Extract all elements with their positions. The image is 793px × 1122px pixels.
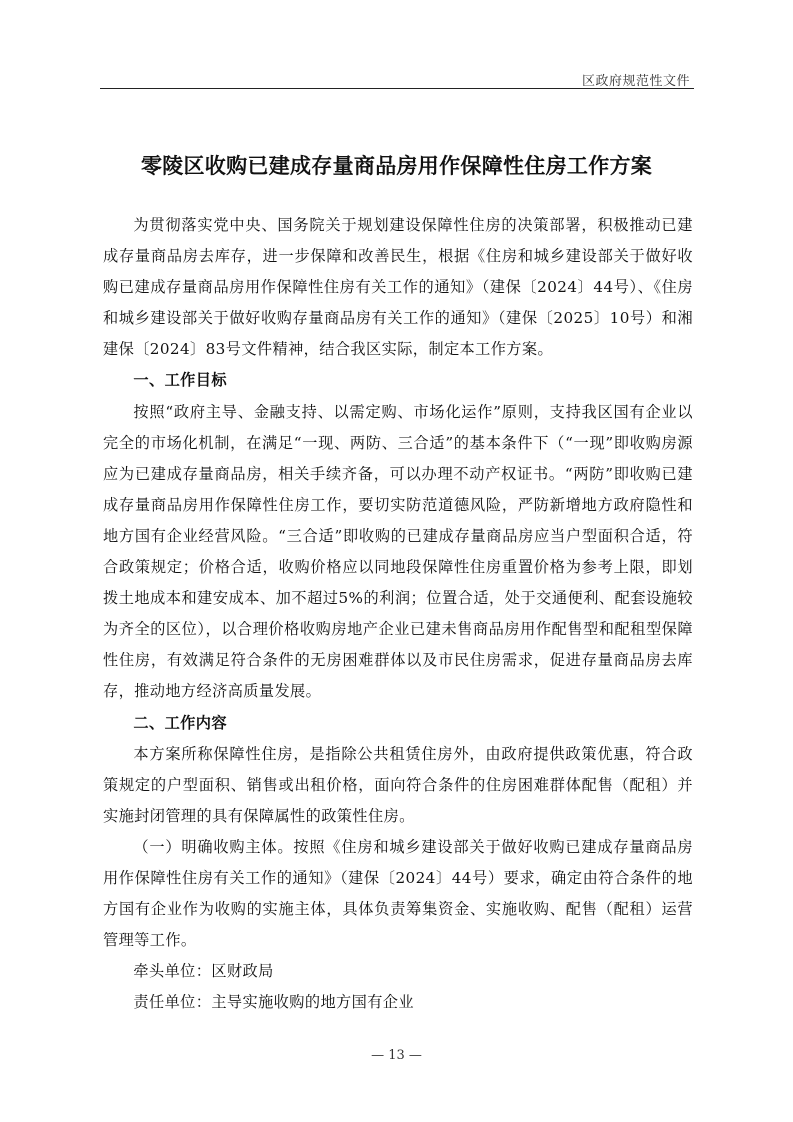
header-divider <box>100 88 694 89</box>
section-heading-goals: 一、工作目标 <box>133 371 227 390</box>
content-paragraph: 本方案所称保障性住房，是指除公共租赁住房外，由政府提供政策优惠，符合政策规定的户型面积、销售或出租价格，面向符合条件的住房困难群体配售（配租）并实施封闭管理的具有保障属性的政策性住房。 <box>103 744 693 825</box>
document-title: 零陵区收购已建成存量商品房用作保障性住房工作方案 <box>140 154 653 178</box>
responsible-unit-line: 责任单位：主导实施收购的地方国有企业 <box>133 993 414 1012</box>
goals-paragraph: 按照“政府主导、金融支持、以需定购、市场化运作”原则，支持我区国有企业以完全的市场化机制，在满足“一现、两防、三合适”的基本条件下（“一现”即收购房源应为已建成存量商品房，相关手续齐备，可以办理不动产权证书。“两防”即收购已建成存量商品房用作保障性住房工作，要切实防范道德风险，严防新增地方政府隐性和地方国有企业经营风险。“三合适”即收购的已建成存量商品房应当户型面积合适，符合政策规定；价格合适，收购价格应以同地段保障性住房重置价格为参考上限，即划拨土地成本和建安成本、加不超过5%的利润；位置合适，处于交通便利、配套设施较为齐全的区位），以合理价格收购房地产企业已建未售商品房用作配售型和配租型保障性住房，有效满足符合条件的无房困难群体以及市民住房需求，促进存量商品房去库存，推动地方经济高质量发展。 <box>103 402 693 701</box>
header-label: 区政府规范性文件 <box>581 74 690 89</box>
lead-unit-line: 牵头单位：区财政局 <box>133 962 274 981</box>
section-heading-content: 二、工作内容 <box>133 713 227 732</box>
document-body <box>103 210 693 1018</box>
page-number: — 13 — <box>371 1048 422 1063</box>
subsection-purchase-entity: （一）明确收购主体。按照《住房和城乡建设部关于做好收购已建成存量商品房用作保障性住房有关工作的通知》（建保〔2024〕44号）要求，确定由符合条件的地方国有企业作为收购的实施主体，具体负责筹集资金、实施收购、配售（配租）运营管理等工作。 <box>103 837 693 950</box>
intro-paragraph: 为贯彻落实党中央、国务院关于规划建设保障性住房的决策部署，积极推动已建成存量商品房去库存，进一步保障和改善民生，根据《住房和城乡建设部关于做好收购已建成存量商品房用作保障性住房有关工作的通知》（建保〔2024〕44号）、《住房和城乡建设部关于做好收购存量商品房有关工作的通知》（建保〔2025〕10号）和湘建保〔2024〕83号文件精神，结合我区实际，制定本工作方案。 <box>103 216 693 359</box>
